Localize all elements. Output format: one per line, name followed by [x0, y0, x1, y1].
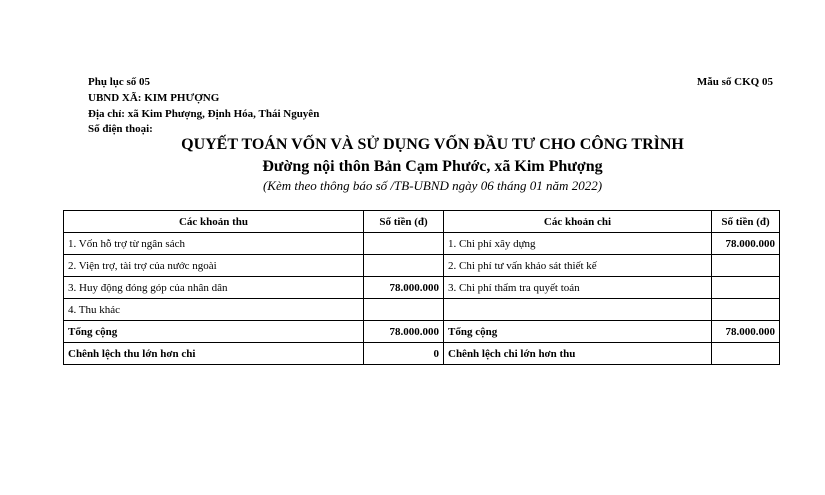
income-amount	[364, 233, 444, 255]
expense-amount: 78.000.000	[712, 233, 780, 255]
settlement-table	[63, 210, 780, 365]
header-expense: Các khoản chi	[444, 211, 712, 233]
header-income-amount: Số tiền (đ)	[364, 211, 444, 233]
expense-amount	[712, 277, 780, 299]
appendix-label: Phụ lục số 05	[88, 76, 151, 88]
expense-difference-label: Chênh lệch chi lớn hơn thu	[444, 343, 712, 365]
committee-label: UBND XÃ: KIM PHƯỢNG	[88, 92, 220, 104]
income-item: 2. Viện trợ, tài trợ của nước ngoài	[64, 255, 364, 277]
income-item: 3. Huy động đóng góp của nhân dân	[64, 277, 364, 299]
project-name: Đường nội thôn Bản Cạm Phước, xã Kim Phượng	[262, 158, 603, 175]
header-expense-amount: Số tiền (đ)	[712, 211, 780, 233]
income-item: 1. Vốn hỗ trợ từ ngân sách	[64, 233, 364, 255]
table-row	[64, 299, 780, 321]
expense-amount	[712, 255, 780, 277]
table-row	[64, 233, 780, 255]
income-amount: 78.000.000	[364, 277, 444, 299]
address-label: Địa chỉ: xã Kim Phượng, Định Hóa, Thái Nguyên	[88, 108, 320, 120]
phone-label: Số điện thoại:	[88, 123, 153, 135]
total-row	[64, 321, 780, 343]
header-income: Các khoản thu	[64, 211, 364, 233]
table-row	[64, 277, 780, 299]
expense-item	[444, 299, 712, 321]
document-title: QUYẾT TOÁN VỐN VÀ SỬ DỤNG VỐN ĐẦU TƯ CHO CÔNG TRÌNH	[181, 136, 684, 153]
income-total-label: Tổng cộng	[64, 321, 364, 343]
expense-total-amount: 78.000.000	[712, 321, 780, 343]
income-difference-label: Chênh lệch thu lớn hơn chi	[64, 343, 364, 365]
expense-difference-amount	[712, 343, 780, 365]
difference-row	[64, 343, 780, 365]
expense-item: 1. Chi phí xây dựng	[444, 233, 712, 255]
income-difference-amount: 0	[364, 343, 444, 365]
expense-item: 3. Chi phí thẩm tra quyết toán	[444, 277, 712, 299]
income-total-amount: 78.000.000	[364, 321, 444, 343]
expense-total-label: Tổng cộng	[444, 321, 712, 343]
income-item: 4. Thu khác	[64, 299, 364, 321]
reference-note: (Kèm theo thông báo số /TB-UBND ngày 06 tháng 01 năm 2022)	[262, 178, 603, 193]
table-header-row	[64, 211, 780, 233]
expense-item: 2. Chi phí tư vấn khảo sát thiết kế	[444, 255, 712, 277]
expense-amount	[712, 299, 780, 321]
table-row	[64, 255, 780, 277]
income-amount	[364, 299, 444, 321]
form-code-label: Mẫu số CKQ 05	[696, 76, 773, 88]
income-amount	[364, 255, 444, 277]
